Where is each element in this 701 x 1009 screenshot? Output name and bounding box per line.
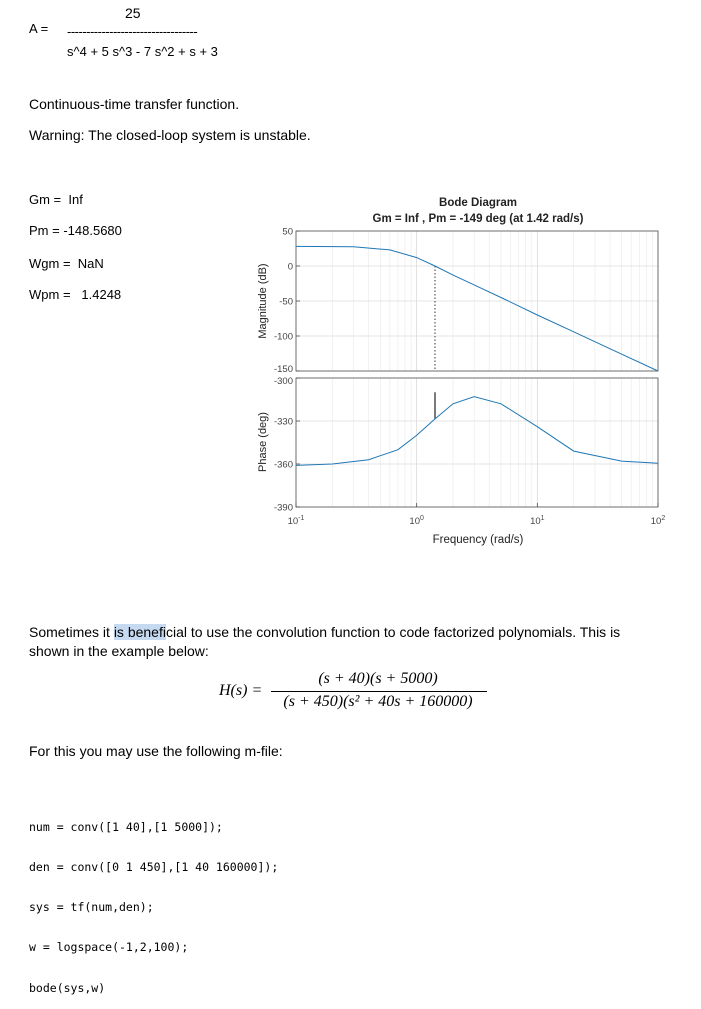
magnitude-grid [296, 231, 658, 371]
y-tick-label: -50 [279, 296, 293, 308]
phase-panel [257, 376, 658, 514]
equation-lhs: H(s) = [219, 682, 263, 699]
tf-type-message: Continuous-time transfer function. [29, 96, 240, 112]
y-tick-label: -150 [273, 364, 293, 375]
bode-chart [250, 190, 680, 550]
tf-denominator: s^4 + 5 s^3 - 7 s^2 + s + 3 [67, 44, 218, 59]
y-tick-label: -390 [273, 502, 293, 514]
y-tick-label: -360 [273, 459, 293, 471]
magnitude-series-line [296, 246, 658, 371]
code-line: num = conv([1 40],[1 5000]); [29, 819, 223, 834]
paragraph-line-2: shown in the example below: [29, 643, 209, 659]
paragraph-text-end: cial to use the convolution function to code factorized polynomials. This is [165, 624, 621, 640]
wgm-label: Wgm = [29, 256, 71, 271]
warning-message: Warning: The closed-loop system is unstable. [29, 127, 311, 143]
code-line: den = conv([0 1 450],[1 40 160000]); [29, 860, 279, 875]
equation-denominator: (s + 450)(s² + 40s + 160000) [283, 693, 473, 710]
equation-numerator: (s + 40)(s + 5000) [318, 670, 438, 687]
gm-value: Inf [68, 192, 83, 207]
chart-subtitle: Gm = Inf , Pm = -149 deg (at 1.42 rad/s) [372, 213, 584, 225]
x-tick-label: $10^2$ [650, 515, 666, 527]
gm-output [29, 192, 83, 207]
phase-ylabel: Phase (deg) [257, 412, 269, 472]
mfile-intro: For this you may use the following m-file: [29, 743, 283, 759]
highlighted-text: is benefi [113, 624, 166, 640]
pm-value: -148.5680 [63, 223, 122, 238]
wpm-output [29, 287, 121, 302]
y-tick-label: -100 [273, 331, 293, 343]
wpm-value: 1.4248 [81, 287, 122, 302]
x-tick-label: $10^1$ [530, 515, 545, 527]
magnitude-panel [257, 227, 658, 376]
y-tick-label: 50 [282, 226, 293, 238]
tf-numerator: 25 [125, 5, 141, 21]
tf-fraction-line: ---------------------------------- [67, 24, 198, 39]
gm-label: Gm = [29, 192, 62, 207]
phase-series-line [296, 397, 658, 466]
wpm-label: Wpm = [29, 287, 71, 302]
paragraph-text-start: Sometimes it [29, 624, 114, 640]
tf-label: A = [29, 21, 49, 36]
x-axis-label: Frequency (rad/s) [432, 534, 524, 546]
code-line: w = logspace(-1,2,100); [29, 940, 189, 955]
wgm-value: NaN [77, 256, 104, 271]
chart-title: Bode Diagram [439, 197, 517, 209]
magnitude-ylabel: Magnitude (dB) [257, 263, 269, 339]
paragraph-line-1 [29, 624, 620, 640]
pm-label: Pm = [29, 223, 60, 238]
x-tick-label: $10^{-1}$ [287, 515, 305, 527]
x-tick-label: $10^0$ [409, 515, 424, 527]
y-tick-label: 0 [287, 261, 293, 273]
code-line: bode(sys,w) [29, 980, 106, 995]
equation-fraction-bar [271, 691, 487, 692]
code-line: sys = tf(num,den); [29, 900, 154, 915]
pm-output [29, 223, 122, 238]
y-tick-label: -330 [273, 416, 293, 428]
code-block [29, 794, 278, 1009]
wgm-output [29, 256, 104, 271]
y-tick-label: -300 [273, 376, 293, 387]
